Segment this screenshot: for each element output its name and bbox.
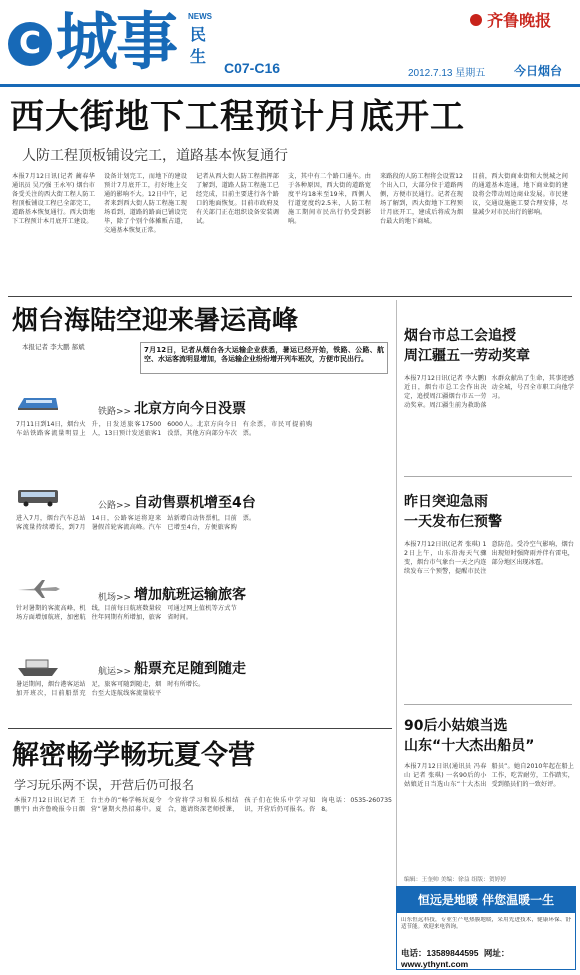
section-divider (8, 296, 572, 297)
port-byline: 本报记者 李大鹏 郝斌 (22, 343, 85, 351)
train-icon (16, 392, 60, 414)
ship-tag: 航运>> (98, 667, 132, 677)
masthead-title: 城事 (56, 5, 177, 78)
ad-phone-label: 电话： (401, 948, 427, 958)
lead-headline: 西大街地下工程预计月底开工 (10, 97, 465, 137)
masthead-logo-circle: C (8, 22, 52, 66)
lead-col-6: 目前，西大街商业街和大悦城之间的通道基本连通，地下商业街的建设将会带动周边商业发展。市民建议，交通设施施工要合理安排，尽量减少对市民出行的影响。 (472, 173, 568, 216)
issue-date: 2012.7.13 星期五 (408, 68, 486, 79)
masthead-news-label: NEWS (188, 12, 212, 21)
bus-title: 自动售票机增至4台 (134, 495, 256, 511)
study-text: 本报7月12日讯(记者 王鹏宇) 由齐鲁晚报今日烟台主办的“畅学畅玩夏令营”暑期火热招募中。夏令营将学习和娱乐相结合，邀请资深老师授课，孩子们在快乐中学习知识，开营后仍可报名。咨询电话：0535-2607358。 (14, 797, 392, 813)
study-headline: 解密畅学畅玩夏令营 (12, 740, 255, 771)
seaman-text: 本报7月12日讯(通讯员 冯春山 记者 张琪) 一名90后的小姑娘近日当选山东“十大杰出船员”。她自2010年起在船上工作，吃苦耐劳，工作踏实，受到船员们的一致好评。 (404, 763, 574, 788)
ad-phone: 13589844595 (426, 948, 479, 958)
right-divider-2 (404, 704, 572, 705)
lead-col-3: 记者从西大街人防工程指挥部了解到，道路人防工程施工已经完成，目前主要进行各个路口的地面恢复。目前市政府及有关部门正在组织设备安装调试。 (196, 173, 279, 225)
paper-logo (470, 8, 551, 31)
bus-icon (16, 486, 60, 508)
port-headline: 烟台海陆空迎来暑运高峰 (12, 306, 299, 336)
study-subhead: 学习玩乐两不误，开营后仍可报名 (14, 778, 195, 792)
masthead-pages: C07-C16 (224, 60, 281, 76)
paper-name: 齐鲁晚报 (487, 11, 552, 30)
ad-banner-text: 恒远是地暖 伴您温暖一生 (417, 893, 555, 907)
port-summary: 7月12日，记者从烟台各大运输企业获悉，暑运已经开始，铁路、公路、航空、水运客流明显增加，各运输企业纷纷增开列车班次，方便市民出行。 (140, 342, 388, 374)
rain-text: 本报7月12日讯(记者 张琪) 12日上午，山东沿海天气骤变，烟台市气象台一天之内连续发布三个预警，提醒市民注意防范。受冷空气影响，烟台出现短时强降雨并伴有雷电，部分地区出现冰雹。 (404, 541, 574, 575)
right-column-rule (396, 300, 397, 940)
plane-title: 增加航班运输旅客 (134, 587, 246, 603)
masthead (0, 0, 580, 88)
lead-col-1: 本报7月12日讯(记者 蔺春华 通讯员 吴乃强 王永军) 烟台市备受关注的西大街工程人防工程顶板铺设工程已全部完工，道路基本恢复通行。西大街地下工程预计本月底开工建设。 (12, 173, 95, 225)
plane-text: 针对暑期的客流高峰，机场方面增加航班，加密航线，目前每日航班数量较往年同期有所增加，旅客可通过网上值机等方式节省时间。 (16, 605, 237, 621)
rain-headline: 昨日突迎急雨 一天发布仨预警 (404, 494, 502, 530)
plane-icon (16, 578, 60, 600)
seaman-headline: 90后小姑娘当选 山东“十大杰出船员” (404, 718, 535, 754)
train-text: 7月11日到14日，烟台火车站铁路客流量明显上升，日发送旅客17500人，13日预计发送旅客16000人。北京方向今日没票，其他方向部分车次有余票，市民可提前购票。 (16, 421, 313, 437)
plane-tag: 机场>> (98, 593, 132, 603)
ship-text: 暑运期间，烟台港客运站加开班次，目前船票充足，旅客可随到随走，烟台至大连航线客流量较平时有所增长。 (16, 681, 205, 697)
right-divider-1 (404, 476, 572, 477)
ad-site[interactable]: www.ythynt.com (401, 959, 469, 969)
lead-col-4: 支，其中有二个路口通车。由于各种原因，西大街的道路宽度平均18米至19米，西侧人行道宽度约2.5米，人防工程施工期间市民出行仍受到影响。 (288, 173, 371, 225)
lead-col-2: 设备计划完工，而地下的建设预计7月底开工，打好地上交通的影响不大。12日中午，记者来到西大街人防工程施工现场看到，道路的路面已铺设完毕，除了个别个体摊贩占道，交通基本恢复正常。 (104, 173, 187, 234)
masthead-minsheng: 民 生 (190, 25, 207, 66)
train-title: 北京方向今日没票 (134, 401, 246, 417)
ad-text: 山东恒远科技，专业生产电热膜地暖，采用先进技术，健康环保、舒适节能。欢迎来电咨询。 (401, 917, 571, 930)
ad-banner (397, 887, 575, 913)
ad-box (396, 886, 576, 970)
lead-subhead: 人防工程顶板铺设完工，道路基本恢复通行 (22, 148, 288, 164)
bus-text: 进入7月，烟台汽车总站客流量持续增长，到7月14日，公路客运将迎来暑假首轮客流高峰。汽车站新增自动售票机，目前已增至4台，方便旅客购票。 (16, 515, 256, 531)
paper-logo-mark (470, 14, 482, 26)
masthead-rule (0, 84, 580, 87)
train-tag: 铁路>> (98, 407, 132, 417)
ship-title: 船票充足随到随走 (134, 661, 246, 677)
union-text: 本报7月12日讯(记者 李大鹏) 近日，烟台市总工会作出决定，追授周江疆烟台市五一劳动奖章。周江疆生前为救助落水群众献出了生命，其事迹感动全城，号召全市职工向他学习。 (404, 375, 574, 409)
bus-tag: 公路>> (98, 501, 132, 511)
ad-contact (401, 947, 573, 969)
ad-site-label: 网址： (483, 948, 510, 958)
union-headline: 烟台市总工会追授 周江疆五一劳动奖章 (404, 328, 530, 364)
lead-col-5: 来路段的人防工程将会设置12个出入口，大部分位于道路两侧，方便市民通行。记者在现场了解到，西大街地下工程预计月底开工，建成后将成为烟台最大的地下商城。 (380, 173, 463, 225)
editor-credit: 编辑：王奎帅 美编：徐益 组版：贺婷婷 (404, 877, 507, 883)
edition-name: 今日烟台 (514, 64, 563, 78)
study-divider (8, 728, 392, 729)
ship-icon (16, 654, 60, 678)
